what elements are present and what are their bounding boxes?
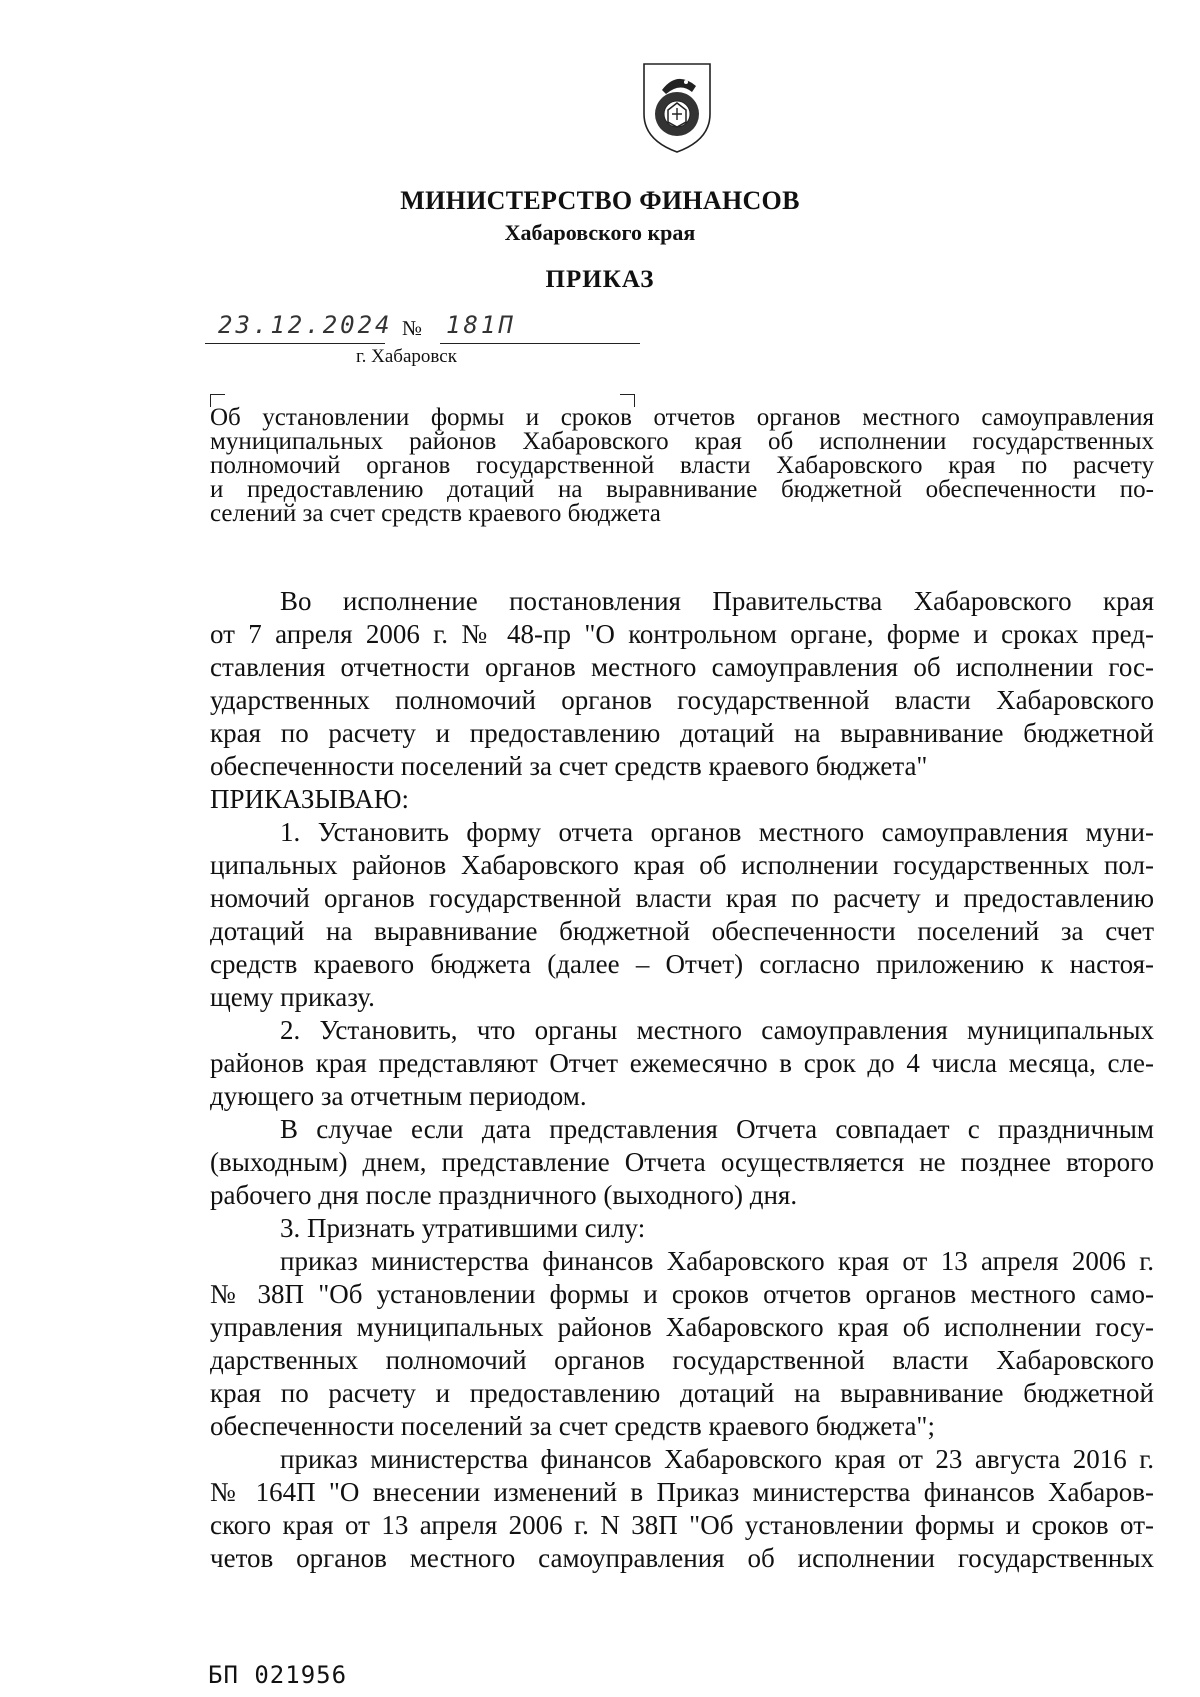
order-subject xyxy=(210,406,1154,526)
body-line: обеспеченности поселений за счет средств краевого бюджета"; xyxy=(210,1411,935,1441)
subject-line: селений за счет средств краевого бюджета xyxy=(210,500,661,527)
date-underline xyxy=(205,343,385,344)
subject-line: Об установлении формы и сроков отчетов органов местного самоуправления xyxy=(210,404,1154,431)
body-line: дарственных полномочий органов государственной власти Хабаровского xyxy=(210,1345,1154,1375)
region-name: Хабаровского края xyxy=(504,220,696,245)
body-line: ского края от 13 апреля 2006 г. N 38П "Об установлении формы и сроков от- xyxy=(210,1510,1154,1540)
form-serial-code: БП 021956 xyxy=(208,1661,348,1689)
body-line: № 38П "Об установлении формы и сроков отчетов органов местного само- xyxy=(210,1279,1154,1309)
body-line: ударственных полномочий органов государственной власти Хабаровского xyxy=(210,685,1154,715)
body-line: 2. Установить, что органы местного самоуправления муниципальных xyxy=(280,1015,1154,1045)
body-line: приказ министерства финансов Хабаровского края от 23 августа 2016 г. xyxy=(280,1444,1154,1474)
body-line: ставления отчетности органов местного самоуправления об исполнении гос- xyxy=(210,652,1154,682)
body-line: края по расчету и предоставлению дотаций на выравнивание бюджетной xyxy=(210,1378,1154,1408)
body-line: дотаций на выравнивание бюджетной обеспеченности поселений за счет xyxy=(210,916,1154,946)
body-line: от 7 апреля 2006 г. № 48-пр "О контрольном органе, форме и сроках пред- xyxy=(210,619,1154,649)
document-type: ПРИКАЗ xyxy=(545,266,655,293)
body-line: районов края представляют Отчет ежемесячно в срок до 4 числа месяца, сле- xyxy=(210,1048,1154,1078)
body-line: обеспеченности поселений за счет средств краевого бюджета" xyxy=(210,751,928,781)
order-number: 181П xyxy=(446,311,516,339)
body-line: № 164П "О внесении изменений в Приказ министерства финансов Хабаров- xyxy=(210,1477,1154,1507)
subject-line: муниципальных районов Хабаровского края об исполнении государственных xyxy=(210,428,1154,455)
coat-of-arms-icon xyxy=(636,56,718,156)
body-line: щему приказу. xyxy=(210,982,375,1012)
body-line: Во исполнение постановления Правительства Хабаровского края xyxy=(280,586,1154,616)
order-city: г. Хабаровск xyxy=(356,346,457,367)
ministry-name: МИНИСТЕРСТВО ФИНАНСОВ xyxy=(400,186,800,215)
body-line: приказ министерства финансов Хабаровского края от 13 апреля 2006 г. xyxy=(280,1246,1154,1276)
body-line: средств краевого бюджета (далее – Отчет) согласно приложению к настоя- xyxy=(210,949,1154,979)
body-line: 3. Признать утратившими силу: xyxy=(280,1213,646,1243)
body-line: края по расчету и предоставлению дотаций на выравнивание бюджетной xyxy=(210,718,1154,748)
number-underline xyxy=(440,343,640,344)
body-line: управления муниципальных районов Хабаровского края об исполнении госу- xyxy=(210,1312,1154,1342)
subject-line: полномочий органов государственной власти Хабаровского края по расчету xyxy=(210,452,1154,479)
body-line: ПРИКАЗЫВАЮ: xyxy=(210,784,409,814)
subject-line: и предоставлению дотаций на выравнивание бюджетной обеспеченности по- xyxy=(210,476,1154,503)
body-line: номочий органов государственной власти края по расчету и предоставлению xyxy=(210,883,1154,913)
body-line: рабочего дня после праздничного (выходного) дня. xyxy=(210,1180,798,1210)
body-line: 1. Установить форму отчета органов местного самоуправления муни- xyxy=(280,817,1154,847)
body-line: дующего за отчетным периодом. xyxy=(210,1081,587,1111)
order-body xyxy=(210,585,1154,1575)
body-line: (выходным) днем, представление Отчета осуществляется не позднее второго xyxy=(210,1147,1154,1177)
order-number-label: № xyxy=(402,316,423,340)
body-line: четов органов местного самоуправления об исполнении государственных xyxy=(210,1543,1154,1573)
order-date: 23.12.2024 xyxy=(218,311,393,339)
body-line: В случае если дата представления Отчета совпадает с праздничным xyxy=(280,1114,1154,1144)
body-line: ципальных районов Хабаровского края об исполнении государственных пол- xyxy=(210,850,1154,880)
